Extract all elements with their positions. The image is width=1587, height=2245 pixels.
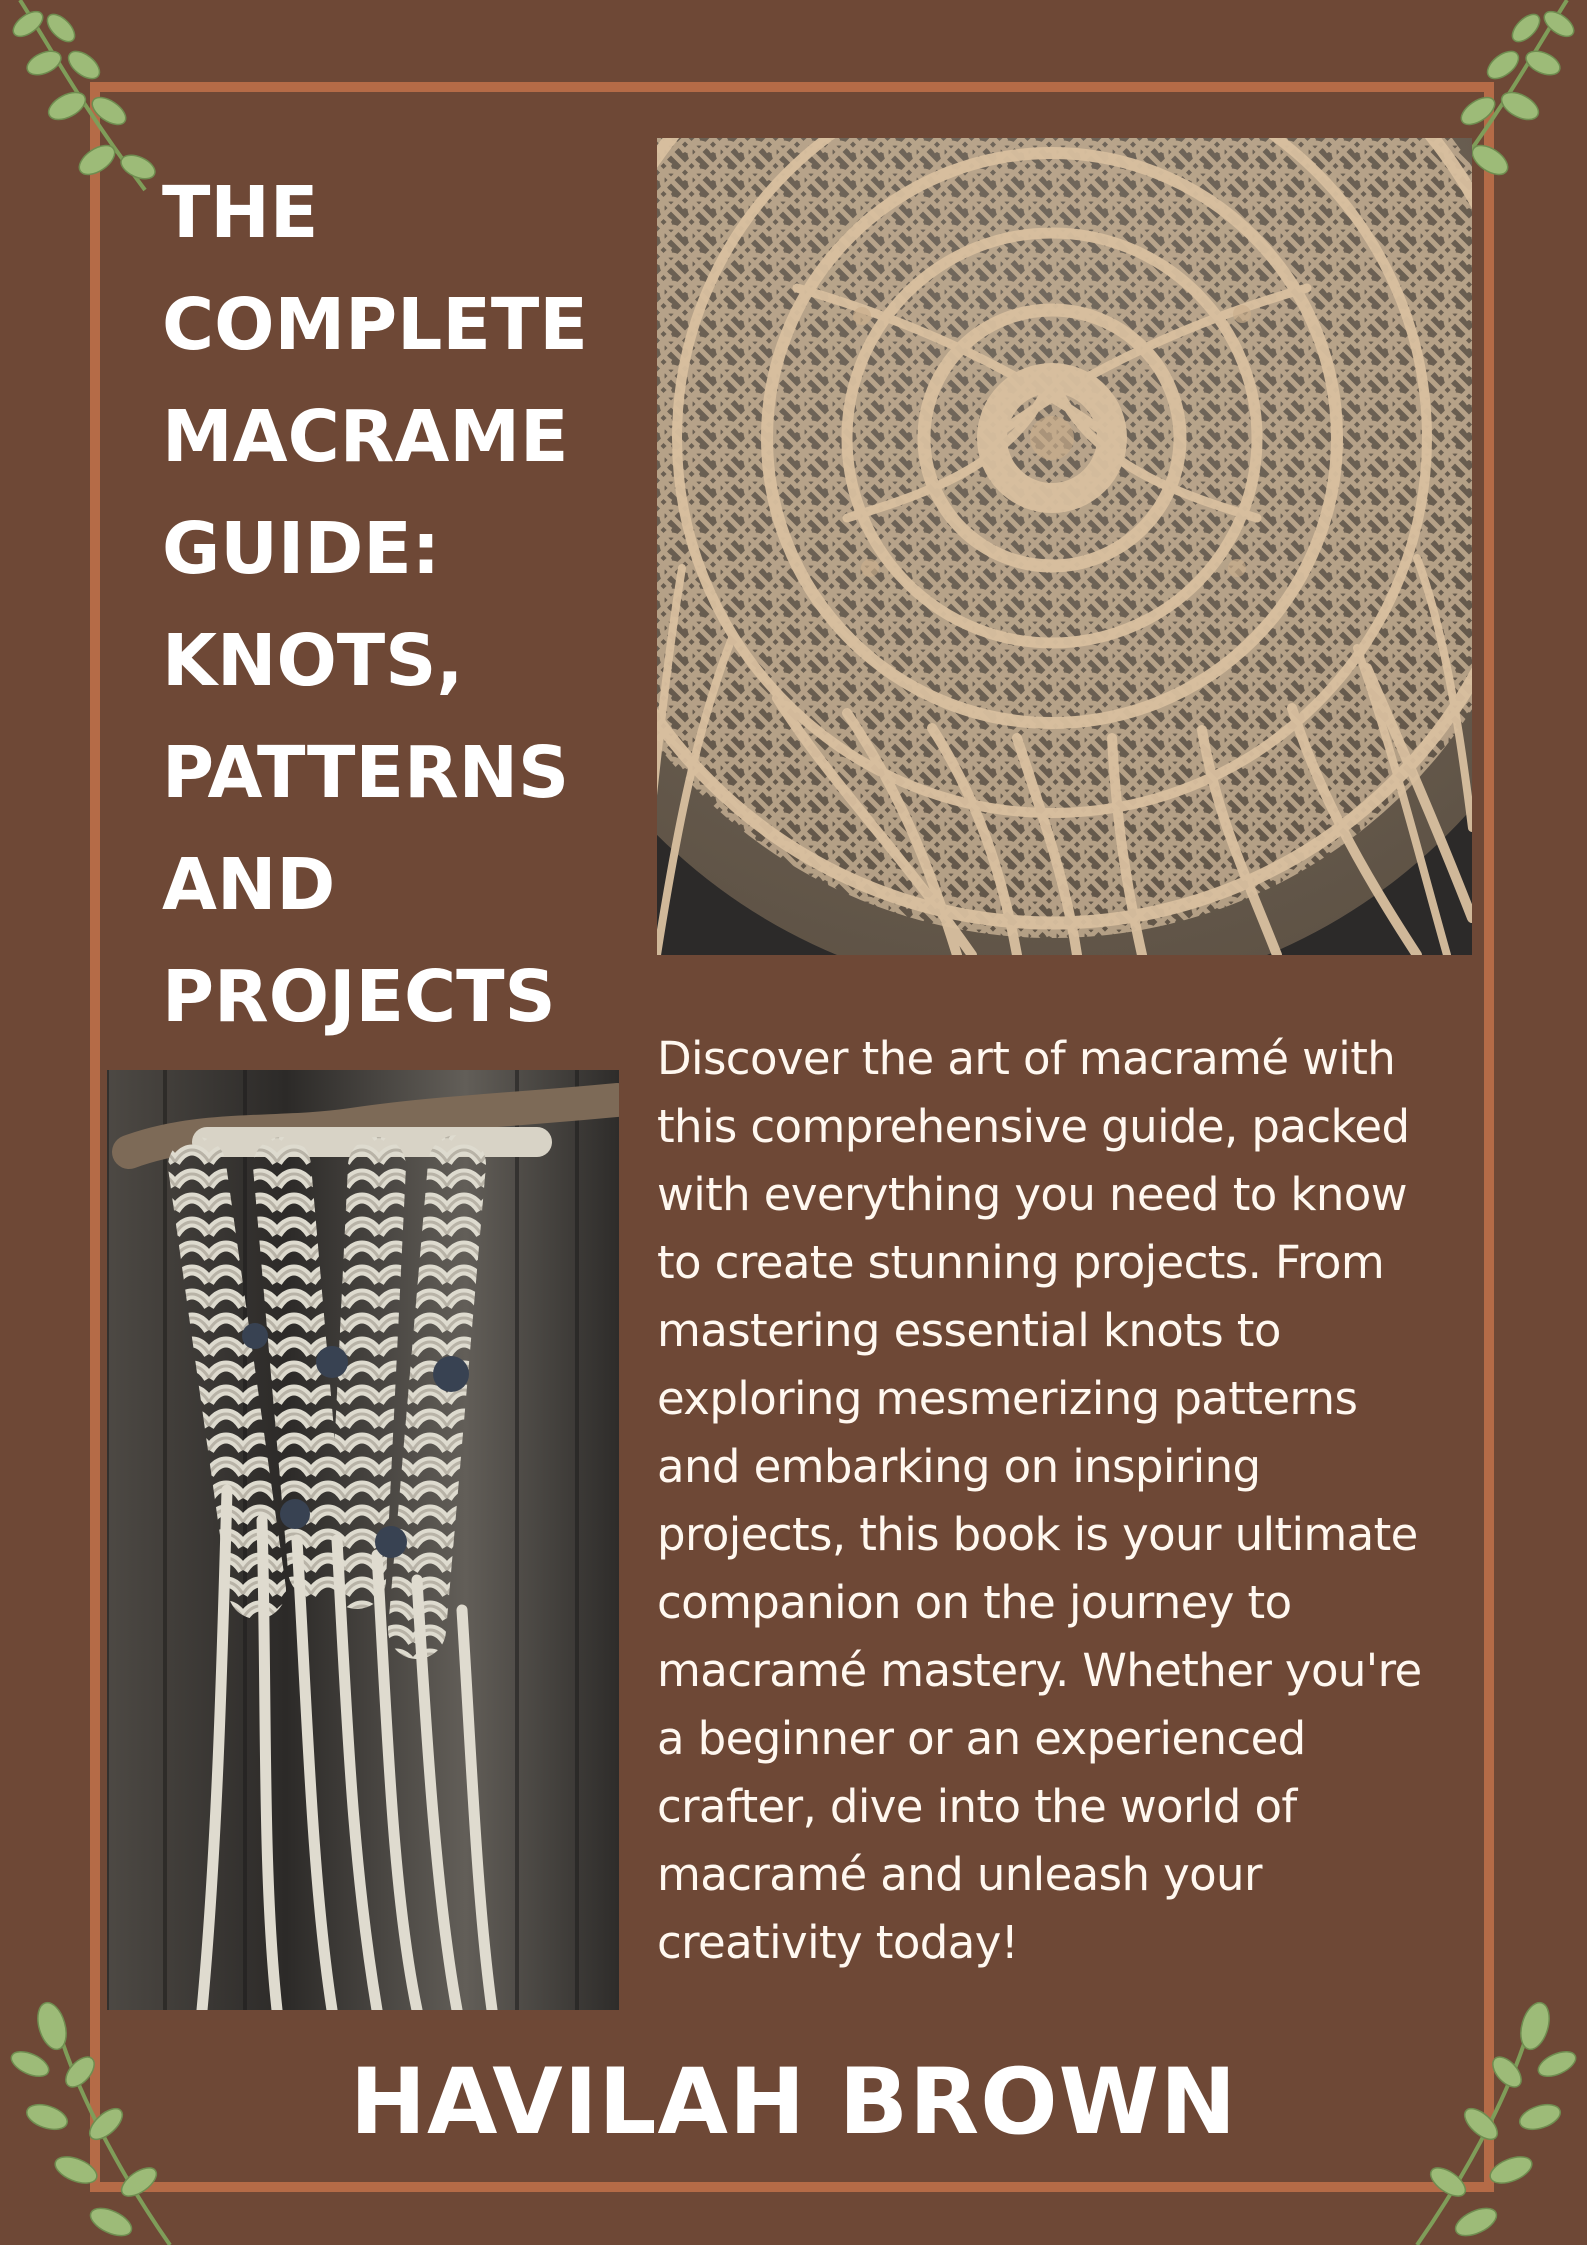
macrame-wall-hanging-image xyxy=(107,1070,619,2010)
book-description xyxy=(657,1025,1472,1977)
description-line: crafter, dive into the world of xyxy=(657,1780,1297,1833)
description-line: with everything you need to know xyxy=(657,1168,1407,1221)
description-line: macramé mastery. Whether you're xyxy=(657,1644,1422,1697)
description-line: projects, this book is your ultimate xyxy=(657,1508,1418,1561)
macrame-round-mandala-image xyxy=(657,138,1472,955)
title-line: AND xyxy=(162,843,336,926)
title-line: KNOTS, xyxy=(162,619,464,702)
description-line: a beginner or an experienced xyxy=(657,1712,1306,1765)
description-line: and embarking on inspiring xyxy=(657,1440,1261,1493)
title-line: GUIDE: xyxy=(162,507,441,590)
title-line: COMPLETE xyxy=(162,283,588,366)
title-line: PROJECTS xyxy=(162,955,556,1038)
description-line: to create stunning projects. From xyxy=(657,1236,1385,1289)
book-title xyxy=(162,157,632,1053)
description-line: this comprehensive guide, packed xyxy=(657,1100,1410,1153)
title-line: PATTERNS xyxy=(162,731,570,814)
description-line: exploring mesmerizing patterns xyxy=(657,1372,1358,1425)
title-line: THE xyxy=(162,171,319,254)
author-name: HAVILAH BROWN xyxy=(349,2050,1238,2155)
description-line: macramé and unleash your xyxy=(657,1848,1262,1901)
title-line: MACRAME xyxy=(162,395,569,478)
description-line: Discover the art of macramé with xyxy=(657,1032,1396,1085)
description-line: mastering essential knots to xyxy=(657,1304,1281,1357)
description-line: companion on the journey to xyxy=(657,1576,1292,1629)
description-line: creativity today! xyxy=(657,1916,1019,1969)
